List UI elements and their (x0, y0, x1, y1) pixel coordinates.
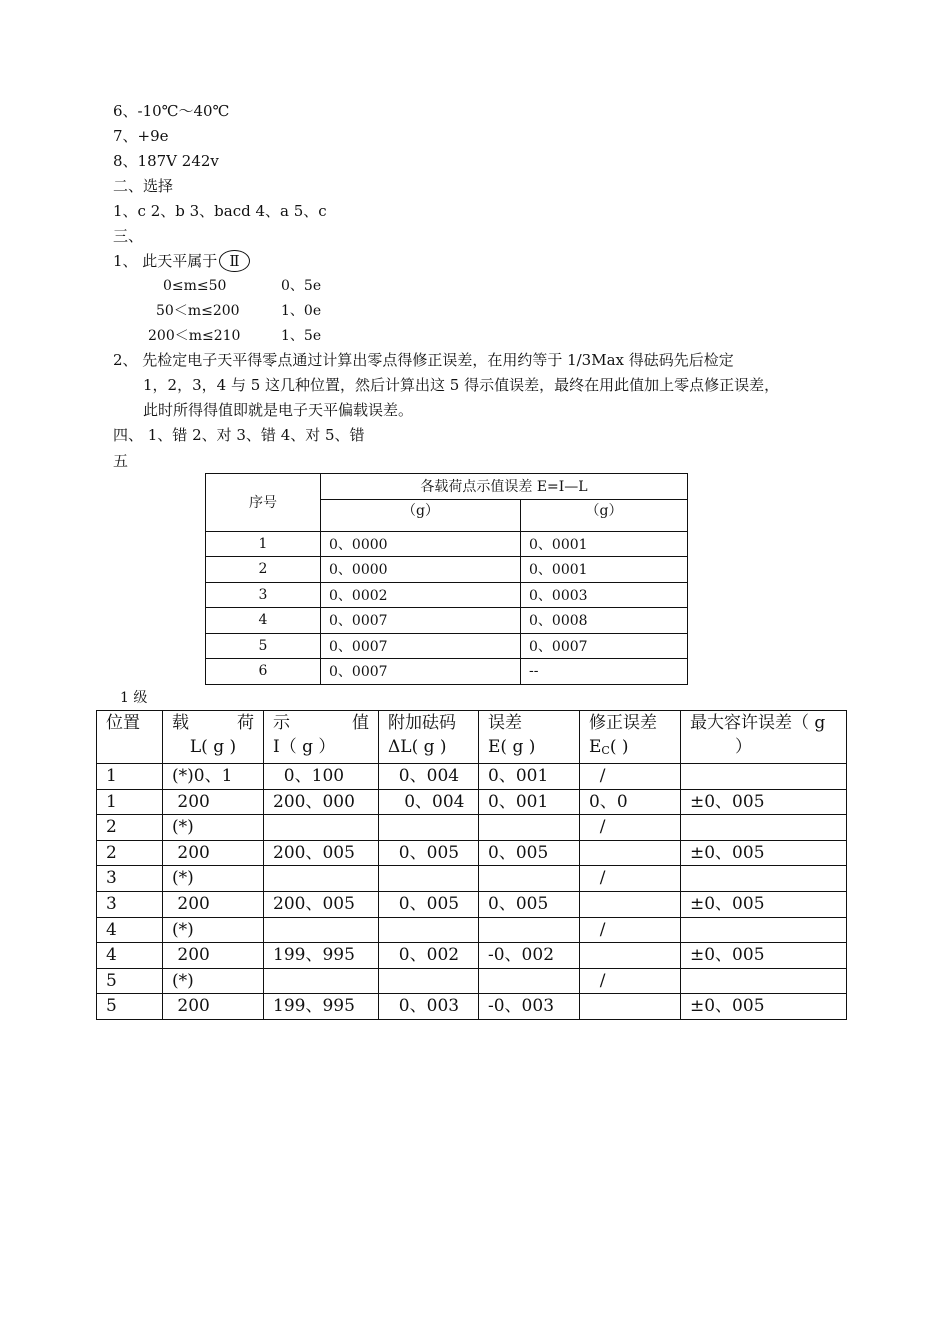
corrected-error-subscript: C (601, 744, 610, 757)
table1-cell-a: 0、0000 (321, 531, 521, 557)
table2-cell-add: 0、005 (379, 891, 479, 917)
table2-cell-ind: 199、995 (264, 994, 379, 1020)
table1-cell-a: 0、0007 (321, 659, 521, 685)
table2-load-header (163, 711, 264, 764)
indication-header-unit: I（ g ） (273, 737, 336, 757)
table2-cell-pos: 5 (97, 968, 163, 994)
table2-cell-load: 200 (163, 943, 264, 969)
table2-cell-mpe: ±0、005 (681, 994, 847, 1020)
table2-indication-header (264, 711, 379, 764)
mpe-header-label: 最大容许误差（ g (690, 713, 826, 733)
table2-cell-ind: 199、995 (264, 943, 379, 969)
added-weight-header-unit: ΔL( g ) (388, 737, 447, 757)
table-row (206, 531, 688, 557)
accuracy-class-circled: Ⅱ (219, 250, 249, 272)
table-row (206, 608, 688, 634)
table2-cell-corr: / (580, 917, 681, 943)
range-1-e: 0、5e (281, 278, 322, 294)
question-1 (113, 250, 250, 272)
table2-cell-load: (*) (163, 866, 264, 892)
table1-cell-seq: 4 (206, 608, 321, 634)
table2-cell-add (379, 815, 479, 841)
table-row (97, 866, 847, 892)
table2-error-header (479, 711, 580, 764)
table1-cell-seq: 1 (206, 531, 321, 557)
table2-header-row (97, 711, 847, 764)
table2-cell-mpe: ±0、005 (681, 891, 847, 917)
table1-cell-a: 0、0007 (321, 633, 521, 659)
table2-cell-corr: / (580, 968, 681, 994)
table1-cell-b: 0、0001 (521, 557, 688, 583)
table2-cell-add: 0、004 (379, 789, 479, 815)
table-row (97, 917, 847, 943)
table2-cell-ind: 0、100 (264, 764, 379, 790)
corrected-error-header-label: 修正误差 (589, 713, 657, 733)
table2-cell-corr: / (580, 764, 681, 790)
table2-cell-corr: 0、0 (580, 789, 681, 815)
table-row (206, 659, 688, 685)
table2-cell-mpe (681, 917, 847, 943)
section-3-heading: 三、 (113, 227, 144, 245)
table2-cell-mpe: ±0、005 (681, 789, 847, 815)
table-row (97, 764, 847, 790)
table2-cell-ind (264, 815, 379, 841)
table2-cell-err: 0、001 (479, 789, 580, 815)
table2-cell-add: 0、003 (379, 994, 479, 1020)
table-row (97, 968, 847, 994)
table2-cell-err: -0、003 (479, 994, 580, 1020)
table2-cell-err: -0、002 (479, 943, 580, 969)
table2-cell-corr (580, 943, 681, 969)
table-row (97, 891, 847, 917)
table2-cell-ind: 200、005 (264, 891, 379, 917)
table1-cell-seq: 2 (206, 557, 321, 583)
table2-cell-mpe (681, 764, 847, 790)
choice-answers: 1、c 2、b 3、bacd 4、a 5、c (113, 202, 327, 220)
corrected-error-unit-paren: ( ) (609, 737, 629, 757)
question-2-answer (113, 348, 853, 423)
table2-cell-ind: 200、000 (264, 789, 379, 815)
table2-cell-add (379, 917, 479, 943)
table2-cell-pos: 5 (97, 994, 163, 1020)
table2-cell-pos: 3 (97, 866, 163, 892)
table2-cell-err (479, 815, 580, 841)
table2-cell-load: (*) (163, 815, 264, 841)
table2-cell-load: 200 (163, 789, 264, 815)
table2-cell-corr: / (580, 815, 681, 841)
table1-seq-header: 序号 (206, 474, 321, 532)
table1-cell-b: 0、0001 (521, 531, 688, 557)
table2-cell-add: 0、002 (379, 943, 479, 969)
table2-cell-err (479, 866, 580, 892)
load-header-char-2: 荷 (237, 713, 254, 733)
indication-header-char-1: 示 (273, 713, 290, 733)
load-header-char-1: 载 (172, 713, 189, 733)
range-3-e: 1、5e (281, 328, 322, 344)
error-header-label: 误差 (488, 713, 522, 733)
table2-cell-pos: 1 (97, 764, 163, 790)
table1-header-row (206, 474, 688, 500)
answer-line-7: 7、+9e (113, 127, 169, 145)
table1-group-header: 各载荷点示值误差 E=I—L (321, 474, 688, 500)
load-header-unit: L( g ) (189, 737, 237, 757)
table2-cell-load: (*)0、1 (163, 764, 264, 790)
range-1: 0≤m≤50 (163, 278, 227, 294)
table2-cell-mpe: ±0、005 (681, 840, 847, 866)
table-row (97, 815, 847, 841)
grade-label: 1 级 (120, 690, 148, 706)
table2-corrected-error-header (580, 711, 681, 764)
table1-cell-a: 0、0000 (321, 557, 521, 583)
table2-cell-mpe (681, 815, 847, 841)
table1-cell-b: 0、0003 (521, 582, 688, 608)
table2-cell-err (479, 968, 580, 994)
table2-cell-load: 200 (163, 891, 264, 917)
indication-error-table (205, 473, 688, 685)
table1-cell-a: 0、0002 (321, 582, 521, 608)
table1-cell-seq: 3 (206, 582, 321, 608)
table2-pos-header: 位置 (97, 711, 163, 764)
table2-added-weight-header (379, 711, 479, 764)
table2-cell-ind (264, 968, 379, 994)
table-row (97, 994, 847, 1020)
table2-cell-ind (264, 917, 379, 943)
table-row (97, 789, 847, 815)
question-2-line-3: 此时所得得值即就是电子天平偏载误差。 (143, 401, 414, 419)
corrected-error-header-unit (589, 735, 671, 763)
table1-cell-b: 0、0007 (521, 633, 688, 659)
table2-cell-mpe (681, 866, 847, 892)
table2-cell-pos: 4 (97, 943, 163, 969)
table2-cell-load: (*) (163, 917, 264, 943)
table-row (206, 633, 688, 659)
table1-cell-a: 0、0007 (321, 608, 521, 634)
table2-cell-mpe: ±0、005 (681, 943, 847, 969)
question-2-line-2: 1，2，3，4 与 5 这几种位置，然后计算出这 5 得示值误差，最终在用此值加上零点修正误差， (143, 376, 780, 394)
eccentric-load-table (96, 710, 847, 1020)
table1-cell-seq: 5 (206, 633, 321, 659)
table2-mpe-header (681, 711, 847, 764)
table2-cell-err (479, 917, 580, 943)
question-2-line-1: 2、 先检定电子天平得零点通过计算出零点得修正误差，在用约等于 1/3Max 得砝码先后检定 (113, 351, 734, 369)
table2-cell-pos: 1 (97, 789, 163, 815)
range-2: 50＜m≤200 (156, 303, 240, 319)
answer-line-6: 6、-10℃～40℃ (113, 102, 230, 120)
section-5-heading: 五 (113, 452, 129, 470)
answer-line-8: 8、187V 242v (113, 152, 219, 170)
table2-cell-err: 0、005 (479, 840, 580, 866)
table2-cell-pos: 2 (97, 815, 163, 841)
table2-cell-corr (580, 891, 681, 917)
indication-header-char-2: 值 (352, 713, 369, 733)
table2-cell-add: 0、005 (379, 840, 479, 866)
added-weight-header-label: 附加砝码 (388, 713, 456, 733)
section-2-heading: 二、选择 (113, 177, 174, 195)
table1-cell-b: 0、0008 (521, 608, 688, 634)
table2-cell-ind: 200、005 (264, 840, 379, 866)
table-row (206, 557, 688, 583)
range-2-e: 1、0e (281, 303, 322, 319)
table2-cell-err: 0、005 (479, 891, 580, 917)
error-header-unit: E( g ) (488, 737, 536, 757)
table2-cell-load: (*) (163, 968, 264, 994)
table2-cell-corr: / (580, 866, 681, 892)
table2-cell-pos: 2 (97, 840, 163, 866)
table2-cell-pos: 4 (97, 917, 163, 943)
table2-cell-mpe (681, 968, 847, 994)
table2-cell-corr (580, 840, 681, 866)
table2-cell-load: 200 (163, 994, 264, 1020)
table2-cell-pos: 3 (97, 891, 163, 917)
table2-cell-load: 200 (163, 840, 264, 866)
table1-cell-seq: 6 (206, 659, 321, 685)
table1-cell-b: -- (521, 659, 688, 685)
mpe-header-close: ） (735, 737, 752, 757)
table-row (97, 943, 847, 969)
section-4-answers: 四、 1、错 2、对 3、错 4、对 5、错 (113, 426, 365, 444)
table2-cell-add (379, 968, 479, 994)
table-row (206, 582, 688, 608)
table-row (97, 840, 847, 866)
table2-cell-corr (580, 994, 681, 1020)
question-1-text: 1、 此天平属于 (113, 252, 218, 270)
table1-unit-1: （g） (321, 499, 521, 531)
corrected-error-symbol: E (589, 737, 602, 757)
range-3: 200＜m≤210 (148, 328, 241, 344)
table2-cell-add (379, 866, 479, 892)
table2-cell-ind (264, 866, 379, 892)
table1-unit-2: （g） (521, 499, 688, 531)
table2-cell-add: 0、004 (379, 764, 479, 790)
table2-cell-err: 0、001 (479, 764, 580, 790)
